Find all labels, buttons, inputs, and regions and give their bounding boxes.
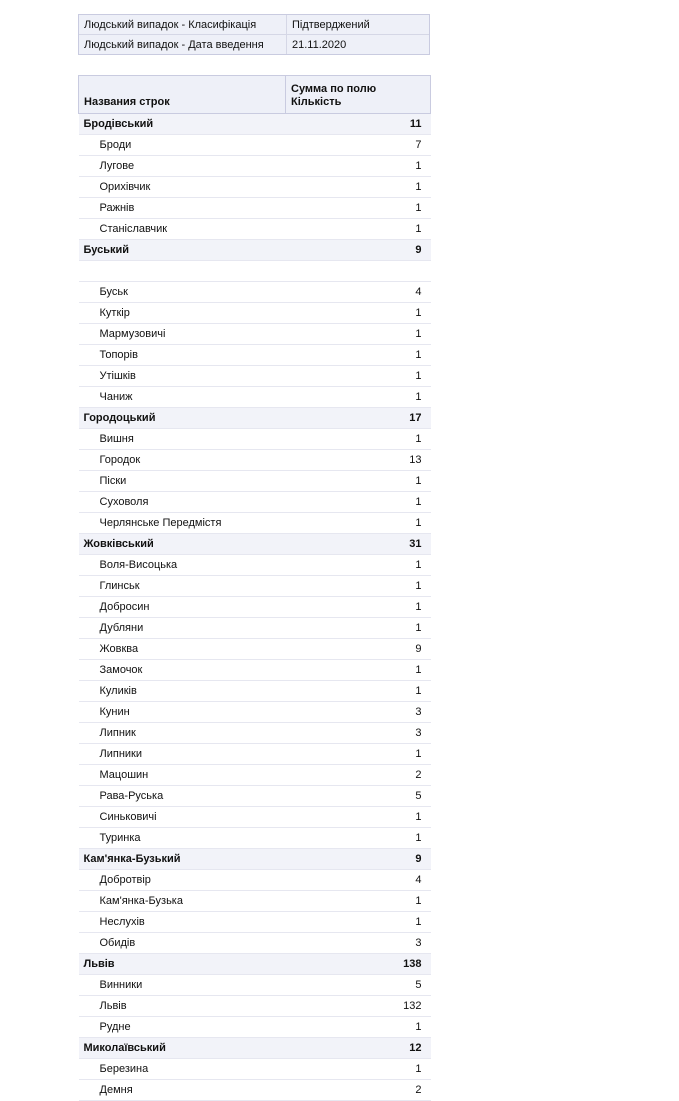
table-row[interactable] bbox=[79, 870, 431, 891]
table-row-group[interactable] bbox=[79, 954, 431, 975]
row-label: Станіславчик bbox=[79, 219, 286, 240]
row-label: Березина bbox=[79, 1059, 286, 1080]
row-value: 1 bbox=[286, 303, 431, 324]
table-row[interactable] bbox=[79, 429, 431, 450]
row-value: 3 bbox=[286, 702, 431, 723]
filter-row-classification[interactable] bbox=[79, 15, 429, 34]
table-row[interactable] bbox=[79, 891, 431, 912]
table-row-group[interactable] bbox=[79, 1038, 431, 1059]
row-value: 1 bbox=[286, 744, 431, 765]
table-row[interactable] bbox=[79, 681, 431, 702]
table-row[interactable] bbox=[79, 597, 431, 618]
table-row[interactable] bbox=[79, 219, 431, 240]
row-label: Неслухів bbox=[79, 912, 286, 933]
row-label: Туринка bbox=[79, 828, 286, 849]
row-label: Дубляни bbox=[79, 618, 286, 639]
table-row-group[interactable] bbox=[79, 240, 431, 261]
table-row-group[interactable] bbox=[79, 849, 431, 870]
table-row[interactable] bbox=[79, 828, 431, 849]
row-label: Кам'янка-Бузька bbox=[79, 891, 286, 912]
row-value: 1 bbox=[286, 219, 431, 240]
row-label: Куткір bbox=[79, 303, 286, 324]
row-label: Піски bbox=[79, 471, 286, 492]
row-value: 1 bbox=[286, 471, 431, 492]
table-row[interactable] bbox=[79, 513, 431, 534]
row-label: Липники bbox=[79, 744, 286, 765]
table-row[interactable] bbox=[79, 492, 431, 513]
pivot-table bbox=[78, 75, 431, 1101]
row-label: Черлянське Передмістя bbox=[79, 513, 286, 534]
table-row[interactable] bbox=[79, 345, 431, 366]
row-value: 5 bbox=[286, 786, 431, 807]
column-header-sum-line2: Кількість bbox=[291, 96, 342, 108]
table-row[interactable] bbox=[79, 933, 431, 954]
table-row[interactable] bbox=[79, 1017, 431, 1038]
filter-row-entry-date[interactable] bbox=[79, 34, 429, 54]
row-value: 9 bbox=[286, 849, 431, 870]
table-row[interactable] bbox=[79, 912, 431, 933]
row-value: 1 bbox=[286, 1017, 431, 1038]
row-value: 1 bbox=[286, 366, 431, 387]
row-value: 3 bbox=[286, 723, 431, 744]
row-label: Винники bbox=[79, 975, 286, 996]
row-value: 1 bbox=[286, 681, 431, 702]
table-row[interactable] bbox=[79, 639, 431, 660]
row-value: 3 bbox=[286, 933, 431, 954]
table-row[interactable] bbox=[79, 324, 431, 345]
row-value: 1 bbox=[286, 387, 431, 408]
row-value: 1 bbox=[286, 1059, 431, 1080]
row-value: 1 bbox=[286, 597, 431, 618]
row-label: Топорів bbox=[79, 345, 286, 366]
row-label: Городок bbox=[79, 450, 286, 471]
table-row[interactable] bbox=[79, 744, 431, 765]
row-value: 1 bbox=[286, 828, 431, 849]
row-value: 2 bbox=[286, 1080, 431, 1101]
row-label: Городоцький bbox=[79, 408, 286, 429]
table-row[interactable] bbox=[79, 303, 431, 324]
row-value: 13 bbox=[286, 450, 431, 471]
row-label: Чаниж bbox=[79, 387, 286, 408]
row-value: 1 bbox=[286, 891, 431, 912]
table-row[interactable] bbox=[79, 723, 431, 744]
row-label bbox=[79, 261, 286, 282]
row-value: 1 bbox=[286, 555, 431, 576]
row-value: 1 bbox=[286, 618, 431, 639]
row-value: 11 bbox=[286, 114, 431, 135]
row-label: Броди bbox=[79, 135, 286, 156]
table-row[interactable] bbox=[79, 366, 431, 387]
table-row[interactable] bbox=[79, 660, 431, 681]
row-value: 1 bbox=[286, 576, 431, 597]
row-value: 2 bbox=[286, 765, 431, 786]
table-row[interactable] bbox=[79, 135, 431, 156]
table-row[interactable] bbox=[79, 555, 431, 576]
row-value: 1 bbox=[286, 156, 431, 177]
row-label: Мармузовичі bbox=[79, 324, 286, 345]
pivot-body bbox=[79, 114, 431, 1101]
row-label: Добротвір bbox=[79, 870, 286, 891]
row-label: Орихівчик bbox=[79, 177, 286, 198]
row-label: Рудне bbox=[79, 1017, 286, 1038]
row-label: Вишня bbox=[79, 429, 286, 450]
table-row[interactable] bbox=[79, 1080, 431, 1101]
row-label: Кунин bbox=[79, 702, 286, 723]
filter-value-entry-date[interactable]: 21.11.2020 bbox=[286, 35, 429, 54]
column-header-rows[interactable]: Названия строк bbox=[79, 76, 286, 114]
row-value: 138 bbox=[286, 954, 431, 975]
row-label: Жовківський bbox=[79, 534, 286, 555]
table-row[interactable] bbox=[79, 450, 431, 471]
row-label: Демня bbox=[79, 1080, 286, 1101]
row-label: Мацошин bbox=[79, 765, 286, 786]
row-label: Кам'янка-Бузький bbox=[79, 849, 286, 870]
row-value: 1 bbox=[286, 345, 431, 366]
row-value: 1 bbox=[286, 324, 431, 345]
spreadsheet-sheet bbox=[78, 14, 430, 1101]
row-value: 1 bbox=[286, 660, 431, 681]
row-value: 31 bbox=[286, 534, 431, 555]
row-label: Жовква bbox=[79, 639, 286, 660]
table-row[interactable] bbox=[79, 1059, 431, 1080]
table-row[interactable] bbox=[79, 177, 431, 198]
row-value: 9 bbox=[286, 639, 431, 660]
table-row-group[interactable] bbox=[79, 114, 431, 135]
row-value: 1 bbox=[286, 492, 431, 513]
row-label: Суховоля bbox=[79, 492, 286, 513]
table-row[interactable] bbox=[79, 387, 431, 408]
row-value: 12 bbox=[286, 1038, 431, 1059]
table-row[interactable] bbox=[79, 282, 431, 303]
table-row[interactable] bbox=[79, 471, 431, 492]
row-label: Буськ bbox=[79, 282, 286, 303]
row-value bbox=[286, 261, 431, 282]
row-value: 1 bbox=[286, 198, 431, 219]
row-value: 1 bbox=[286, 429, 431, 450]
row-label: Синьковичі bbox=[79, 807, 286, 828]
row-value: 1 bbox=[286, 807, 431, 828]
pivot-filter-box bbox=[78, 14, 430, 55]
table-row[interactable] bbox=[79, 765, 431, 786]
column-header-sum-line1: Сумма по полю bbox=[291, 83, 377, 95]
filter-value-classification[interactable]: Підтверджений bbox=[286, 15, 429, 34]
row-label: Воля-Висоцька bbox=[79, 555, 286, 576]
table-row[interactable] bbox=[79, 618, 431, 639]
row-label: Львів bbox=[79, 996, 286, 1017]
row-value: 17 bbox=[286, 408, 431, 429]
table-row[interactable] bbox=[79, 975, 431, 996]
row-label: Куликів bbox=[79, 681, 286, 702]
row-label: Липник bbox=[79, 723, 286, 744]
row-label: Львів bbox=[79, 954, 286, 975]
table-row[interactable] bbox=[79, 156, 431, 177]
row-value: 1 bbox=[286, 177, 431, 198]
row-value: 1 bbox=[286, 513, 431, 534]
table-row-group[interactable] bbox=[79, 408, 431, 429]
row-label: Миколаївський bbox=[79, 1038, 286, 1059]
row-label: Глинськ bbox=[79, 576, 286, 597]
table-row[interactable] bbox=[79, 807, 431, 828]
table-row-blank bbox=[79, 261, 431, 282]
table-row[interactable] bbox=[79, 996, 431, 1017]
table-row[interactable] bbox=[79, 786, 431, 807]
row-label: Бродівський bbox=[79, 114, 286, 135]
table-row-group[interactable] bbox=[79, 534, 431, 555]
row-label: Лугове bbox=[79, 156, 286, 177]
row-label: Рава-Руська bbox=[79, 786, 286, 807]
row-value: 1 bbox=[286, 912, 431, 933]
table-row[interactable] bbox=[79, 198, 431, 219]
table-row[interactable] bbox=[79, 576, 431, 597]
row-value: 132 bbox=[286, 996, 431, 1017]
row-label: Замочок bbox=[79, 660, 286, 681]
row-label: Ражнів bbox=[79, 198, 286, 219]
row-value: 4 bbox=[286, 870, 431, 891]
filter-label-entry-date: Людський випадок - Дата введення bbox=[84, 39, 264, 51]
row-value: 7 bbox=[286, 135, 431, 156]
row-label: Утішків bbox=[79, 366, 286, 387]
row-label: Добросин bbox=[79, 597, 286, 618]
row-label: Обидів bbox=[79, 933, 286, 954]
row-value: 4 bbox=[286, 282, 431, 303]
row-label: Буський bbox=[79, 240, 286, 261]
row-value: 9 bbox=[286, 240, 431, 261]
column-header-sum bbox=[286, 76, 431, 114]
row-value: 5 bbox=[286, 975, 431, 996]
filter-label-classification: Людський випадок - Класифікація bbox=[84, 19, 257, 31]
pivot-header-row bbox=[79, 76, 431, 114]
table-row[interactable] bbox=[79, 702, 431, 723]
